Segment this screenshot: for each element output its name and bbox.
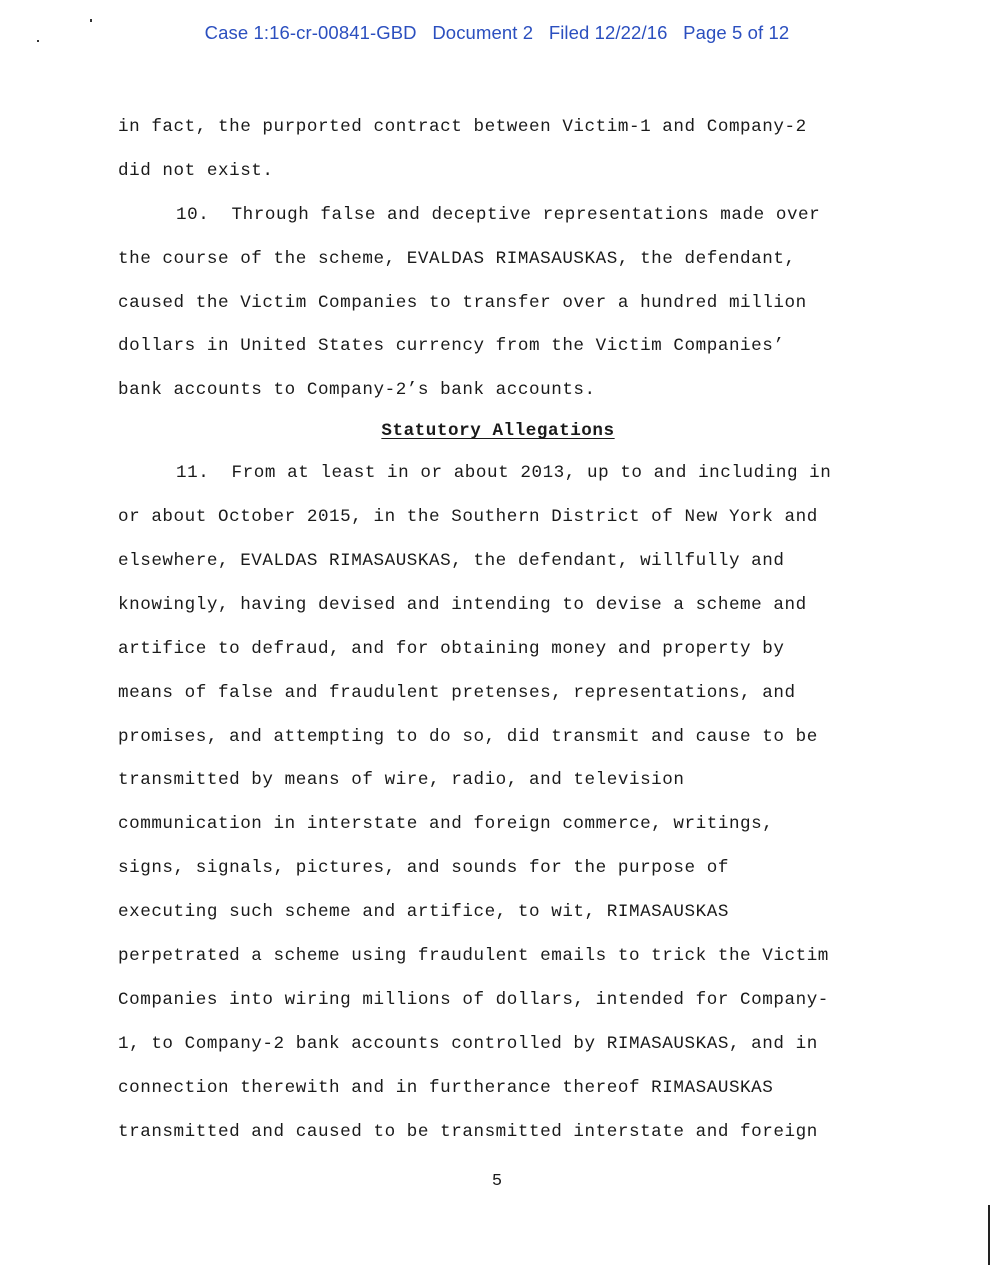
text-line: transmitted and caused to be transmitted interstate and foreign bbox=[118, 1121, 818, 1142]
text-line: dollars in United States currency from the Victim Companies’ bbox=[118, 336, 785, 357]
paragraph-11-first-line: 11. From at least in or about 2013, up to and including in bbox=[176, 463, 832, 484]
text-line: promises, and attempting to do so, did transmit and cause to be bbox=[118, 726, 818, 747]
paragraph-10-first-line: 10. Through false and deceptive representations made over bbox=[176, 204, 821, 225]
text-line: or about October 2015, in the Southern District of New York and bbox=[118, 507, 818, 528]
text-line: in fact, the purported contract between Victim-1 and Company-2 bbox=[118, 117, 807, 137]
text-line: connection therewith and in furtherance thereof RIMASAUSKAS bbox=[118, 1077, 774, 1098]
text-line: signs, signals, pictures, and sounds for the purpose of bbox=[118, 858, 729, 879]
text-line: Companies into wiring millions of dollars, intended for Company- bbox=[118, 989, 829, 1010]
scan-artifact bbox=[37, 40, 39, 42]
text-line: perpetrated a scheme using fraudulent emails to trick the Victim bbox=[118, 946, 829, 967]
text-line: communication in interstate and foreign commerce, writings, bbox=[118, 814, 774, 835]
section-heading: Statutory Allegations bbox=[381, 421, 615, 442]
text-line: elsewhere, EVALDAS RIMASAUSKAS, the defendant, willfully and bbox=[118, 551, 785, 572]
text-line: bank accounts to Company-2’s bank accounts. bbox=[118, 380, 596, 401]
text-line: transmitted by means of wire, radio, and television bbox=[118, 770, 685, 791]
page-number: 5 bbox=[491, 1172, 503, 1191]
scan-edge-mark bbox=[988, 1205, 990, 1265]
text-line: the course of the scheme, EVALDAS RIMASAUSKAS, the defendant, bbox=[118, 248, 796, 269]
text-line: caused the Victim Companies to transfer over a hundred million bbox=[118, 292, 807, 313]
text-line: 1, to Company-2 bank accounts controlled by RIMASAUSKAS, and in bbox=[118, 1033, 818, 1054]
text-line: knowingly, having devised and intending to devise a scheme and bbox=[118, 594, 807, 615]
case-header: Case 1:16-cr-00841-GBD Document 2 Filed 12/22/16 Page 5 of 12 bbox=[204, 22, 790, 43]
text-line: did not exist. bbox=[118, 160, 274, 181]
text-line: executing such scheme and artifice, to wit, RIMASAUSKAS bbox=[118, 902, 729, 923]
text-line: artifice to defraud, and for obtaining money and property by bbox=[118, 638, 785, 659]
text-line: means of false and fraudulent pretenses, representations, and bbox=[118, 682, 796, 703]
document-body bbox=[118, 106, 878, 1154]
scan-artifact bbox=[90, 19, 92, 22]
